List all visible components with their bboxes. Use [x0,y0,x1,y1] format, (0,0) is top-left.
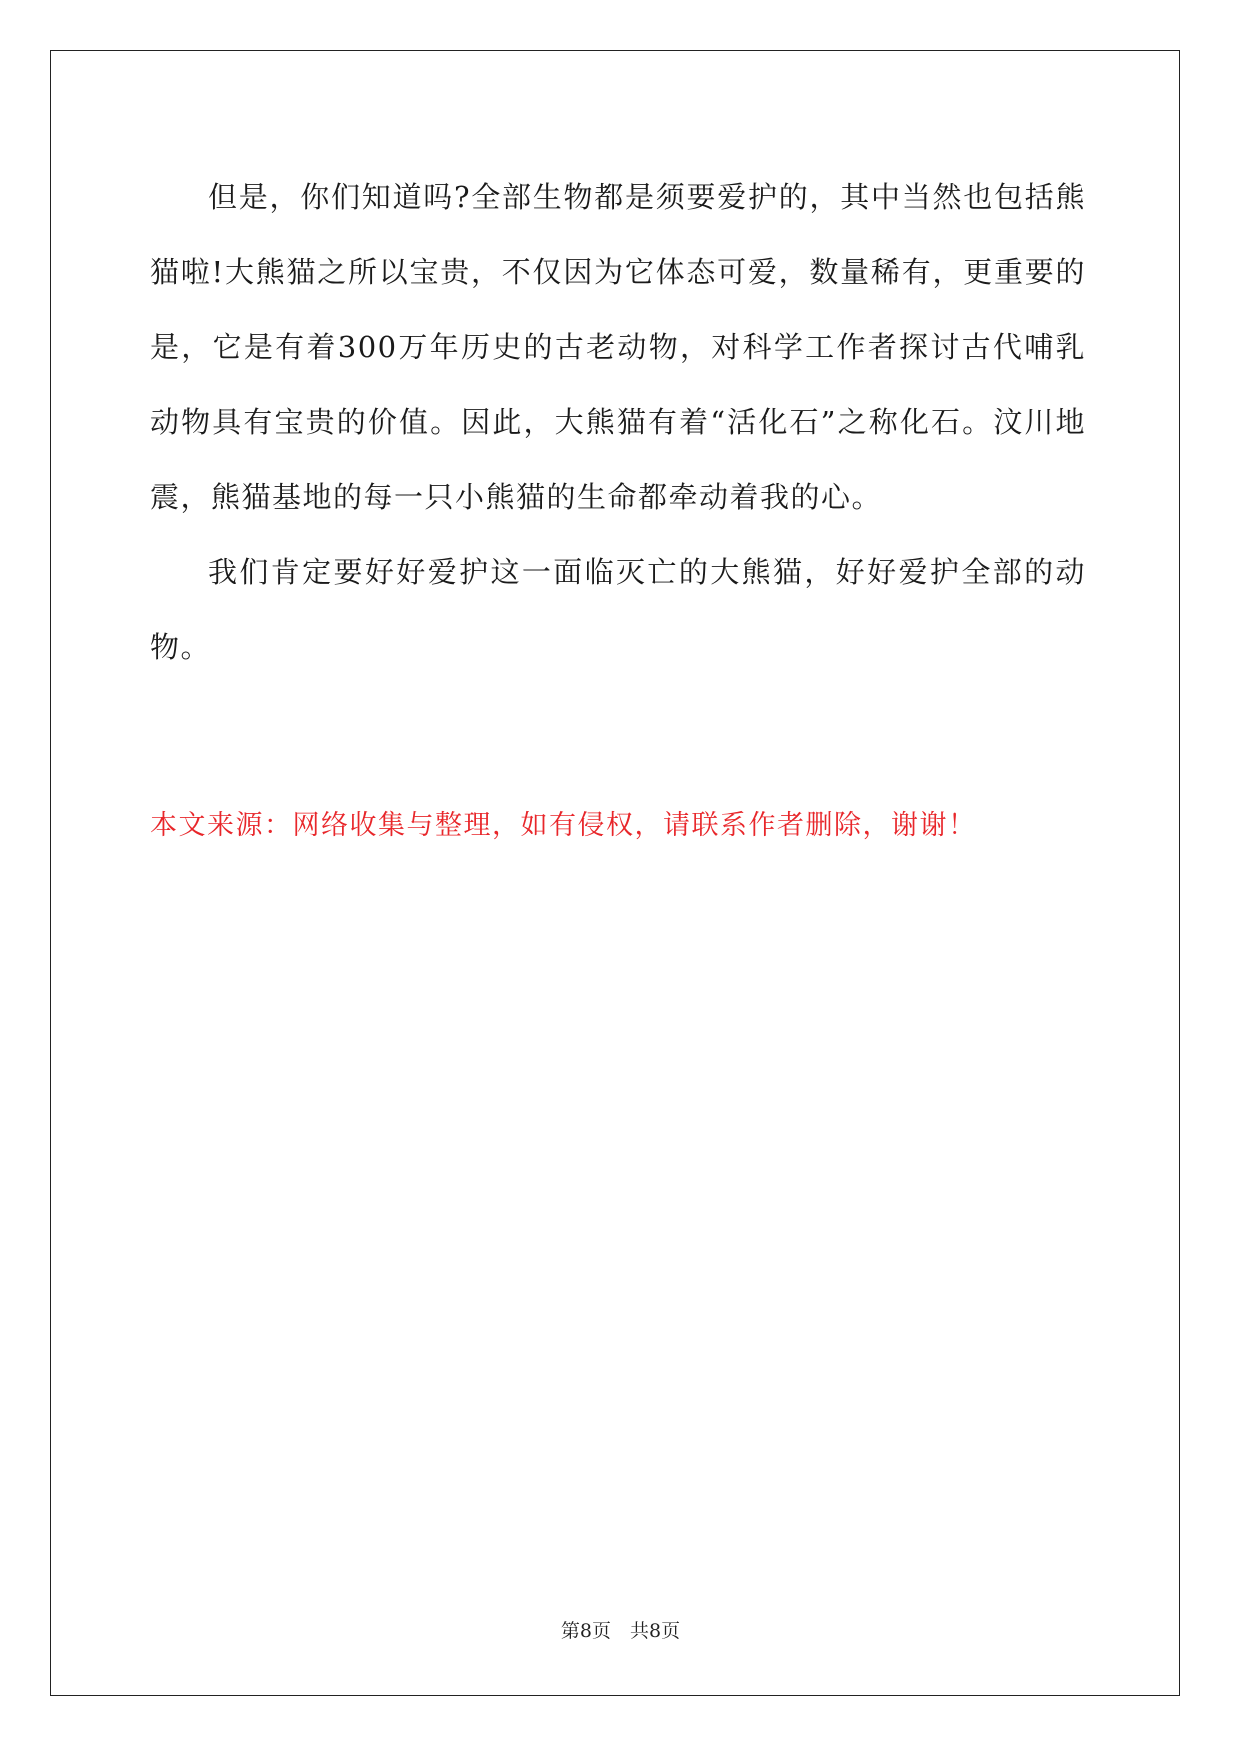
paragraph-2: 我们肯定要好好爱护这一面临灭亡的大熊猫，好好爱护全部的动物。 [150,555,1086,664]
document-body [150,160,1086,685]
page-number-footer: 第8页 共8页 [560,1620,681,1642]
paragraph-1: 但是，你们知道吗?全部生物都是须要爱护的，其中当然也包括熊猫啦!大熊猫之所以宝贵，不仅因为它体态可爱，数量稀有，更重要的是，它是有着300万年历史的古老动物，对科学工作者探讨古代哺乳动物具有宝贵的价值。因此，大熊猫有着“活化石”之称化石。汶川地震，熊猫基地的每一只小熊猫的生命都牵动着我的心。 [150,180,1086,514]
source-note: 本文来源：网络收集与整理，如有侵权，请联系作者删除，谢谢！ [150,810,977,841]
